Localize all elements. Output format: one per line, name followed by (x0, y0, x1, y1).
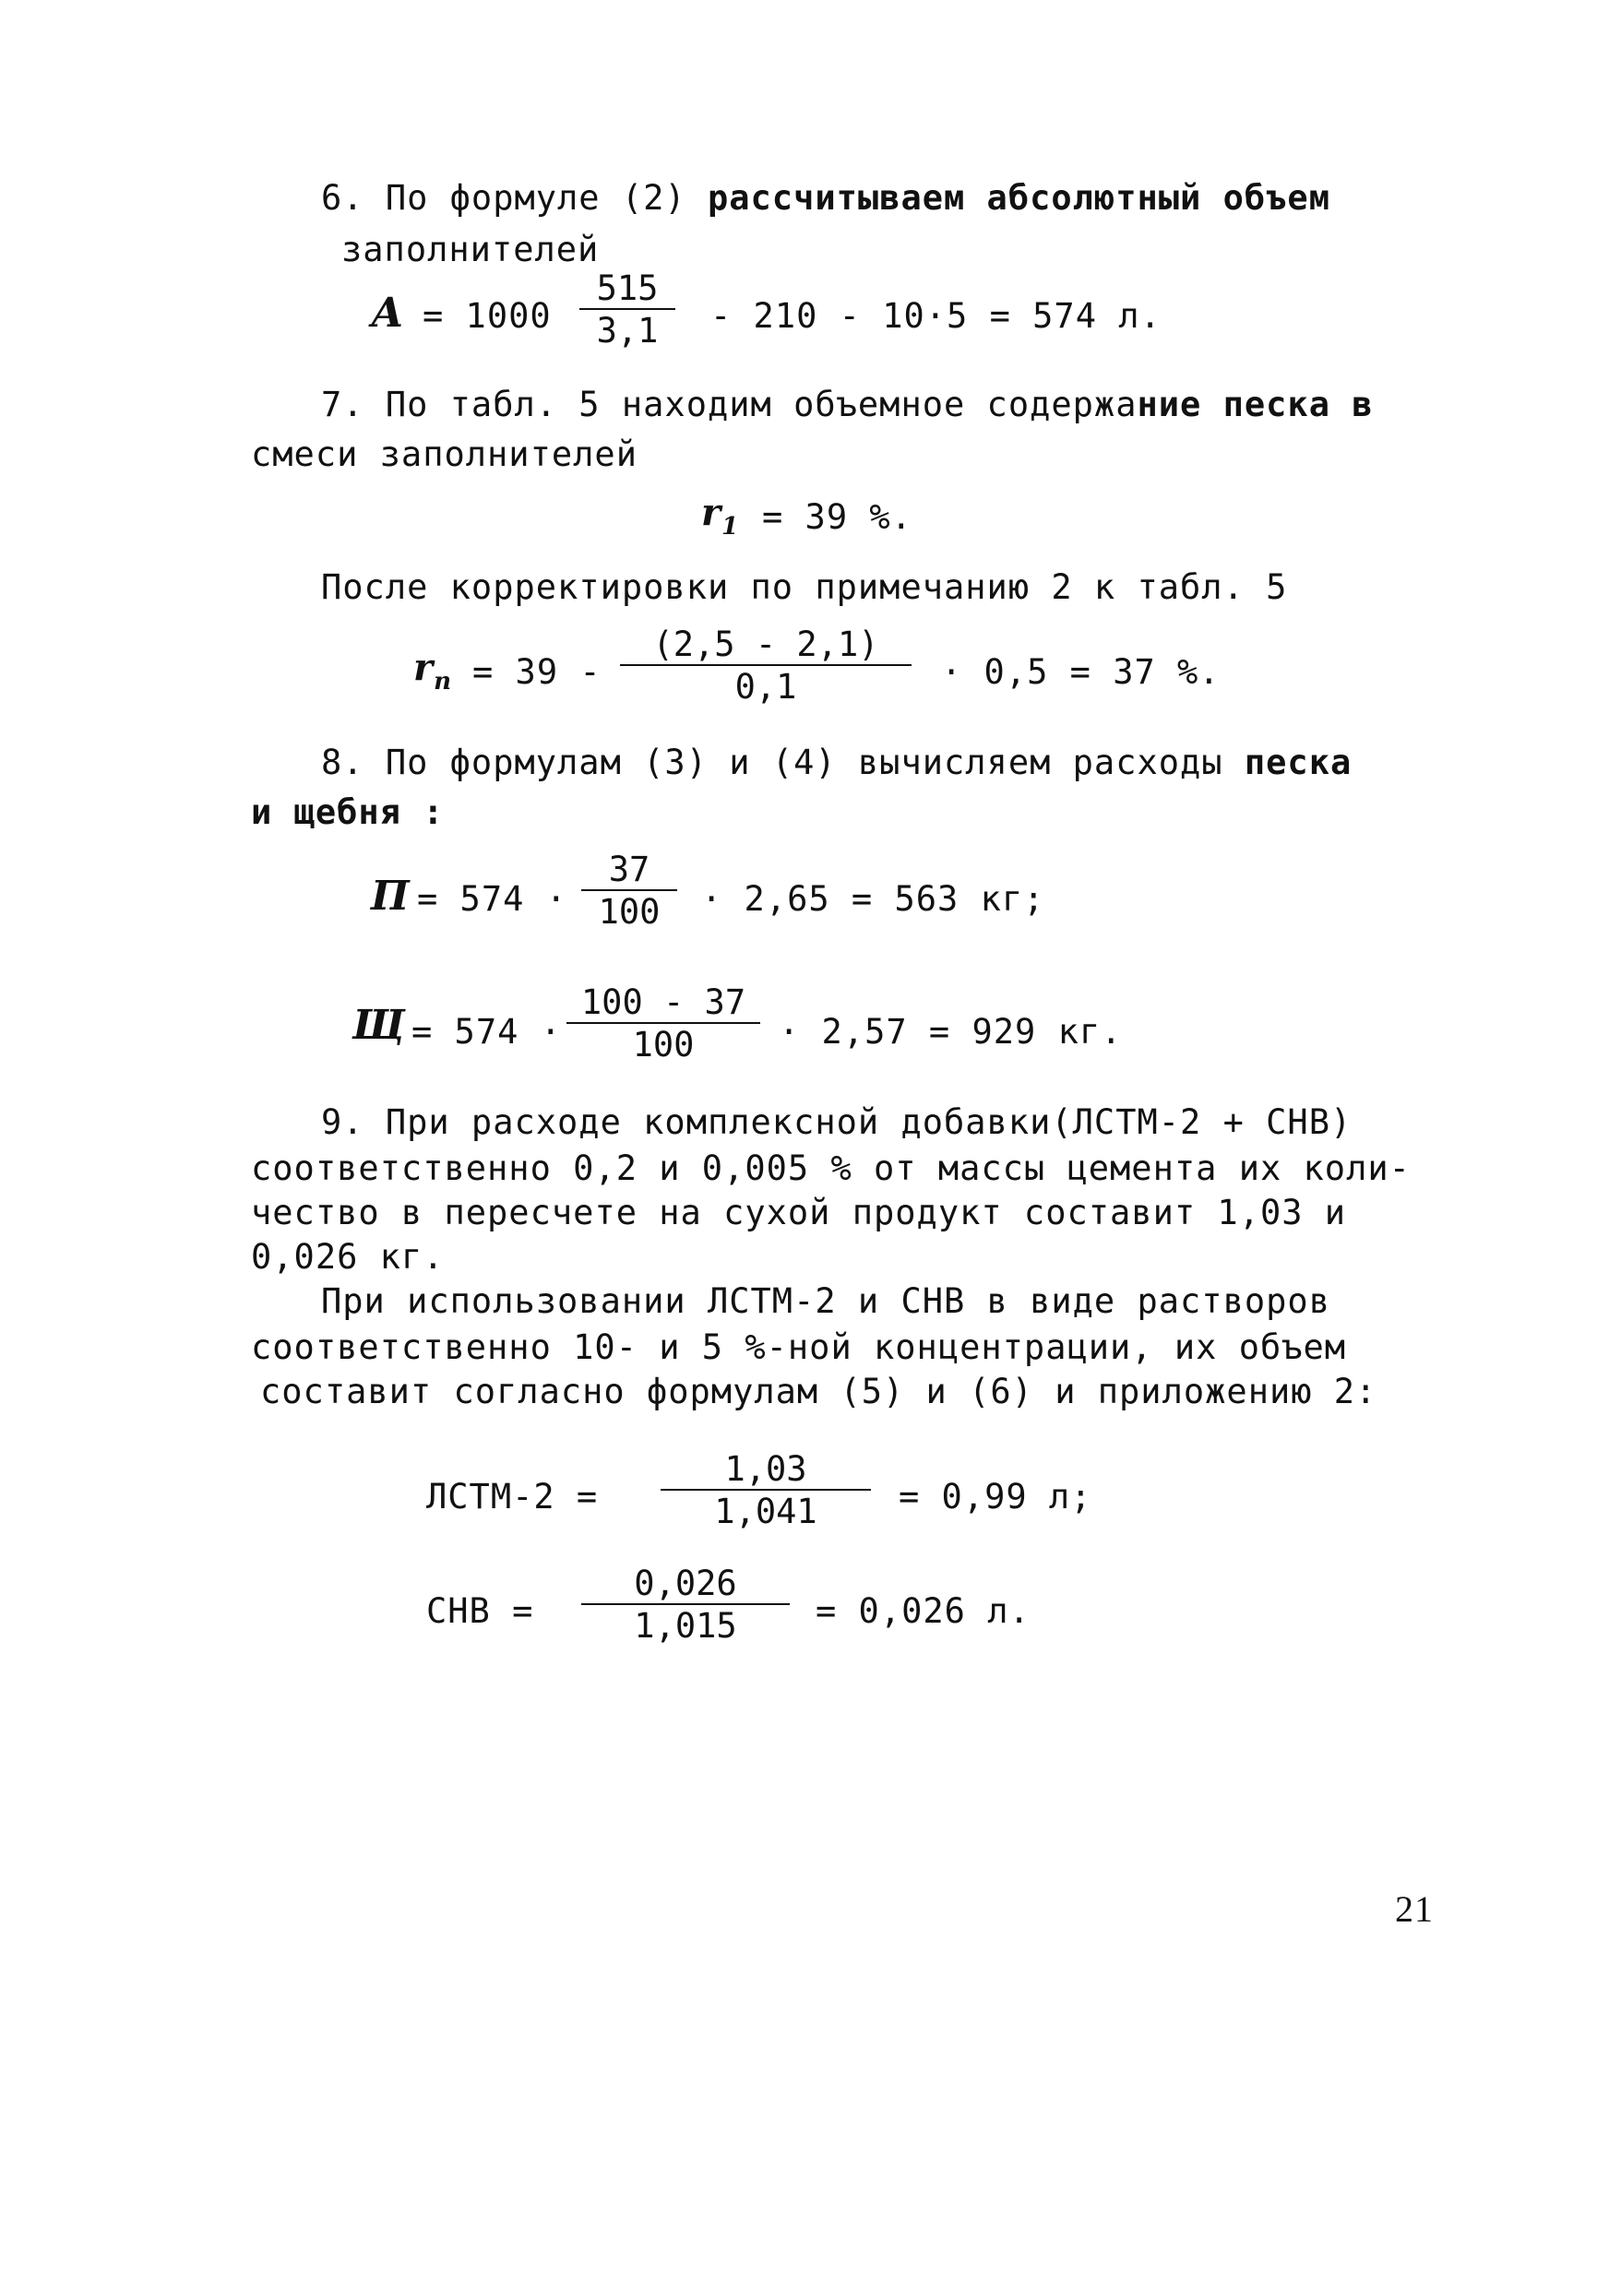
formula-snv-lhs: СНВ = (426, 1591, 534, 1631)
formula-snv-fraction (581, 1564, 790, 1646)
formula-snv-rest: = 0,026 л. (816, 1591, 1031, 1631)
formula-lstm-num: 1,03 (724, 1449, 807, 1489)
formula-lstm-den: 1,041 (714, 1492, 817, 1531)
formula-rp-eq: = 39 - (472, 652, 602, 692)
formula-rp-num: (2,5 - 2,1) (652, 625, 879, 664)
formula-Sh-num: 100 - 37 (580, 982, 746, 1022)
fraction-bar (581, 1603, 790, 1605)
formula-Sh-lhs: Щ (352, 1002, 406, 1049)
formula-P-lhs: П (371, 873, 411, 920)
item9-line4: 0,026 кг. (251, 1237, 445, 1277)
item6-line2: заполнителей (341, 230, 600, 269)
formula-A-den: 3,1 (596, 311, 659, 351)
formula-r1-rest: = 39 %. (762, 497, 912, 537)
fraction-bar (661, 1489, 871, 1491)
formula-r1-symbol: r (701, 491, 722, 534)
item7-line1-a: 7. По табл. 5 находим объемное содержа (321, 385, 1138, 424)
item8-line2: и щебня : (251, 792, 445, 832)
formula-lstm-rest: = 0,99 л; (899, 1477, 1092, 1517)
formula-P-num: 37 (608, 850, 650, 889)
formula-rp-rest: · 0,5 = 37 %. (941, 652, 1221, 692)
item6-line1-b: рассчитываем абсолютный объем (707, 178, 1330, 218)
formula-Sh-fraction (566, 982, 760, 1065)
formula-Sh-rest: · 2,57 = 929 кг. (779, 1012, 1123, 1052)
item8-line1 (321, 743, 1353, 782)
formula-rp-symbol: r (413, 646, 435, 689)
fraction-bar (566, 1022, 760, 1024)
formula-lstm-fraction (661, 1449, 871, 1531)
page-number: 21 (1395, 1888, 1434, 1930)
fraction-bar (579, 308, 675, 310)
formula-A-fraction (579, 268, 675, 351)
formula-rp-fraction (620, 625, 912, 707)
formula-lstm-lhs: ЛСТМ-2 = (426, 1477, 599, 1517)
item9-p2-line2: соответственно 10- и 5 %-ной концентрации, их объем (251, 1327, 1347, 1367)
item7-line2: смеси заполнителей (251, 434, 638, 474)
item9-line3: чество в пересчете на сухой продукт составит 1,03 и (251, 1193, 1347, 1232)
formula-rp-den: 0,1 (734, 667, 797, 707)
fraction-bar (620, 664, 912, 666)
formula-rp-sub: п (434, 668, 452, 696)
formula-A-rest: - 210 - 10·5 = 574 л. (710, 296, 1162, 336)
formula-P-eq: = 574 · (417, 879, 567, 919)
item6-line1 (321, 178, 1330, 218)
item9-line1: 9. При расходе комплексной добавки(ЛСТМ-2 + СНВ) (321, 1102, 1353, 1142)
item6-line1-a: 6. По формуле (2) (321, 178, 708, 218)
formula-snv-num: 0,026 (634, 1564, 737, 1603)
item8-line1-b: песка (1244, 743, 1353, 782)
formula-A-num: 515 (596, 268, 659, 308)
formula-r1-sym (701, 491, 740, 541)
fraction-bar (581, 889, 677, 891)
item7-line1 (321, 387, 1374, 422)
item9-line2: соответственно 0,2 и 0,005 % от массы цемента их коли- (251, 1148, 1411, 1188)
formula-r1-sub: 1 (721, 513, 740, 541)
item9-p2-line3: составит согласно формулам (5) и (6) и приложению 2: (260, 1372, 1377, 1411)
item7-line1-b: ние песка в (1137, 385, 1374, 424)
formula-P-fraction (581, 850, 677, 932)
formula-A-coef: = 1000 (423, 296, 552, 336)
formula-A-lhs: А (371, 290, 405, 337)
item8-line1-a: 8. По формулам (3) и (4) вычисляем расходы (321, 743, 1245, 782)
item9-p2-line1: При использовании ЛСТМ-2 и СНВ в виде растворов (321, 1281, 1330, 1321)
formula-P-rest: · 2,65 = 563 кг; (701, 879, 1045, 919)
formula-Sh-den: 100 (632, 1025, 695, 1065)
formula-rp-sym (413, 646, 452, 696)
formula-snv-den: 1,015 (634, 1606, 737, 1646)
formula-P-den: 100 (598, 892, 661, 932)
formula-Sh-eq: = 574 · (411, 1012, 562, 1052)
item7-after: После корректировки по примечанию 2 к табл. 5 (321, 567, 1288, 607)
